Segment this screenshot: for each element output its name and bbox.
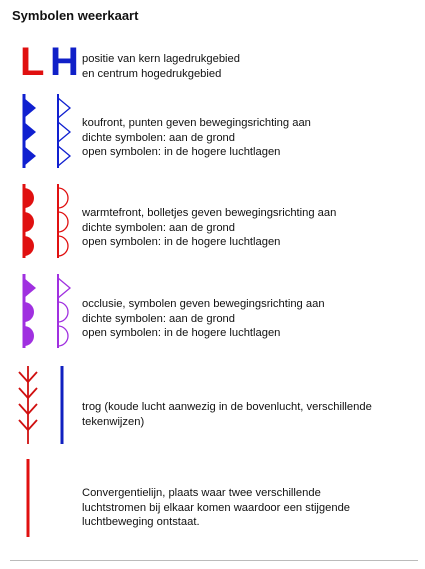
warmtefront-surface bbox=[24, 184, 34, 258]
warmtefront-description: warmtefront, bolletjes geven bewegingsrichting aan dichte symbolen: aan de grond open symbolen: in de hogere luchtlagen bbox=[82, 207, 337, 248]
low-pressure-symbol bbox=[20, 42, 44, 82]
lh-description: positie van kern lagedrukgebied en centrum hogedrukgebied bbox=[82, 53, 240, 80]
high-pressure-symbol bbox=[50, 42, 79, 82]
koufront-surface bbox=[24, 94, 36, 168]
occlusie-symbol bbox=[16, 272, 76, 352]
occlusie-upper bbox=[58, 274, 70, 348]
trog-red-line bbox=[19, 366, 37, 444]
koufront-upper bbox=[58, 94, 70, 168]
warmtefront-upper bbox=[58, 184, 68, 258]
high-letter: H bbox=[50, 40, 79, 84]
occlusie-description: occlusie, symbolen geven bewegingsrichting aan dichte symbolen: aan de grond open symbolen: in de hogere luchtlagen bbox=[82, 298, 325, 339]
occlusie-surface bbox=[24, 274, 36, 348]
trog-description: trog (koude lucht aanwezig in de bovenlucht, verschillende tekenwijzen) bbox=[82, 401, 372, 428]
koufront-symbol bbox=[16, 92, 76, 172]
koufront-description: koufront, punten geven bewegingsrichting aan dichte symbolen: aan de grond open symbolen: in de hogere luchtlagen bbox=[82, 117, 311, 158]
convergentie-description: Convergentielijn, plaats waar twee verschillende luchtstromen bij elkaar komen waardoor een stijgende luchtbeweging ontstaat. bbox=[82, 487, 351, 528]
page-title: Symbolen weerkaart bbox=[12, 8, 139, 23]
convergentie-symbol bbox=[18, 459, 38, 539]
bottom-divider bbox=[10, 560, 418, 561]
low-letter: L bbox=[20, 40, 45, 84]
trog-symbol bbox=[14, 364, 74, 448]
warmtefront-symbol bbox=[16, 182, 76, 262]
